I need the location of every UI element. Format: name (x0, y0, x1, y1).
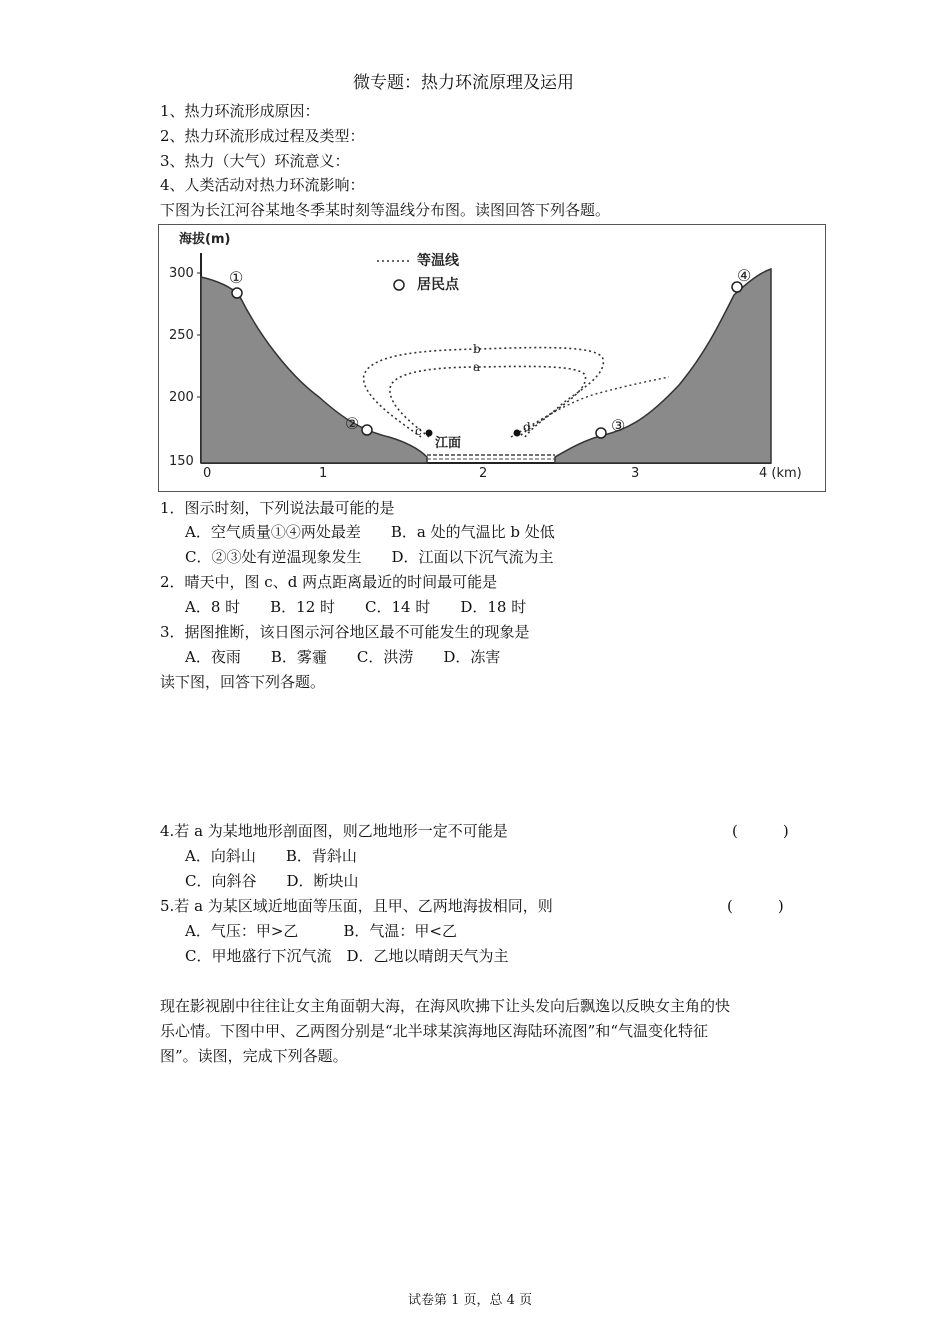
q5-options-2: C．甲地盛行下沉气流 D．乙地以晴朗天气为主 (185, 947, 509, 965)
q3-options: A．夜雨 B．雾霾 C．洪涝 D．冻害 (185, 648, 501, 666)
y-tick: 300 (169, 266, 194, 281)
paragraph-line-2: 乐心情。下图中甲、乙两图分别是“北半球某滨海地区海陆环流图”和“气温变化特征 (160, 1022, 709, 1040)
settlement-2 (362, 425, 372, 435)
paragraph-line-3: 图”。读图，完成下列各题。 (160, 1047, 348, 1065)
q4-stem: 4.若 a 为某地地形剖面图，则乙地地形一定不可能是 (160, 822, 508, 840)
q4-options-2: C．向斜谷 D．断块山 (185, 872, 359, 890)
isotherm-b-label: b (473, 342, 481, 356)
q5-stem: 5.若 a 为某区域近地面等压面，且甲、乙两地海拔相同，则 (160, 897, 553, 915)
intro-text-1: 下图为长江河谷某地冬季某时刻等温线分布图。读图回答下列各题。 (160, 201, 611, 219)
q4-options-1: A．向斜山 B．背斜山 (185, 847, 357, 865)
river-label: 江面 (435, 436, 462, 451)
left-valley-slope (201, 277, 427, 463)
x-tick: 1 (319, 466, 328, 481)
page-footer: 试卷第 1 页，总 4 页 (408, 1293, 533, 1308)
settlement-4-label: ④ (737, 266, 752, 285)
q5-answer-bracket: ( ) (727, 897, 784, 915)
point-d-label: d (523, 420, 531, 434)
right-valley-slope (555, 269, 771, 463)
legend-settlement-swatch (394, 280, 404, 290)
x-tick: 0 (203, 466, 212, 481)
point-c (426, 430, 433, 437)
q1-options-1: A．空气质量①④两处最差 B．a 处的气温比 b 处低 (185, 523, 555, 541)
outline-item-3: 3、热力（大气）环流意义： (160, 152, 350, 170)
x-tick: 2 (479, 466, 488, 481)
x-tick: 3 (631, 466, 640, 481)
settlement-1-label: ① (229, 268, 244, 287)
q5-options-1: A．气压：甲>乙 B．气温：甲<乙 (185, 922, 457, 940)
q1-stem: 1．图示时刻，下列说法最可能的是 (160, 499, 395, 517)
outline-item-2: 2、热力环流形成过程及类型： (160, 127, 365, 145)
outline-item-1: 1、热力环流形成原因： (160, 102, 320, 120)
valley-isotherm-figure (158, 224, 826, 492)
paragraph-line-1: 现在影视剧中往往让女主角面朝大海，在海风吹拂下让头发向后飘逸以反映女主角的快 (160, 997, 731, 1015)
point-c-label: c (415, 424, 422, 438)
intro-text-2: 读下图，回答下列各题。 (160, 673, 326, 691)
isotherm-b (364, 348, 604, 437)
y-axis-label: 海拔(m) (179, 232, 231, 247)
settlement-3 (596, 428, 606, 438)
isotherm-a-label: a (473, 360, 481, 374)
q2-stem: 2．晴天中，图 c、d 两点距离最近的时间最可能是 (160, 573, 498, 591)
x-tick: 4 (km) (759, 466, 802, 481)
settlement-1 (232, 288, 242, 298)
legend-isotherm-label: 等温线 (417, 253, 459, 269)
q1-options-2: C．②③处有逆温现象发生 D．江面以下沉气流为主 (185, 548, 554, 566)
point-d (514, 430, 521, 437)
legend-settlement-label: 居民点 (417, 277, 459, 293)
page-title: 微专题：热力环流原理及运用 (353, 73, 574, 93)
settlement-2-label: ② (345, 414, 360, 433)
q3-stem: 3．据图推断，该日图示河谷地区最不可能发生的现象是 (160, 623, 530, 641)
y-tick: 200 (169, 390, 194, 405)
y-tick: 150 (169, 454, 194, 469)
q2-options: A．8 时 B．12 时 C．14 时 D．18 时 (185, 598, 527, 616)
outline-item-4: 4、人类活动对热力环流影响： (160, 176, 365, 194)
y-tick: 250 (169, 328, 194, 343)
q4-answer-bracket: ( ) (732, 822, 789, 840)
settlement-3-label: ③ (611, 416, 626, 435)
